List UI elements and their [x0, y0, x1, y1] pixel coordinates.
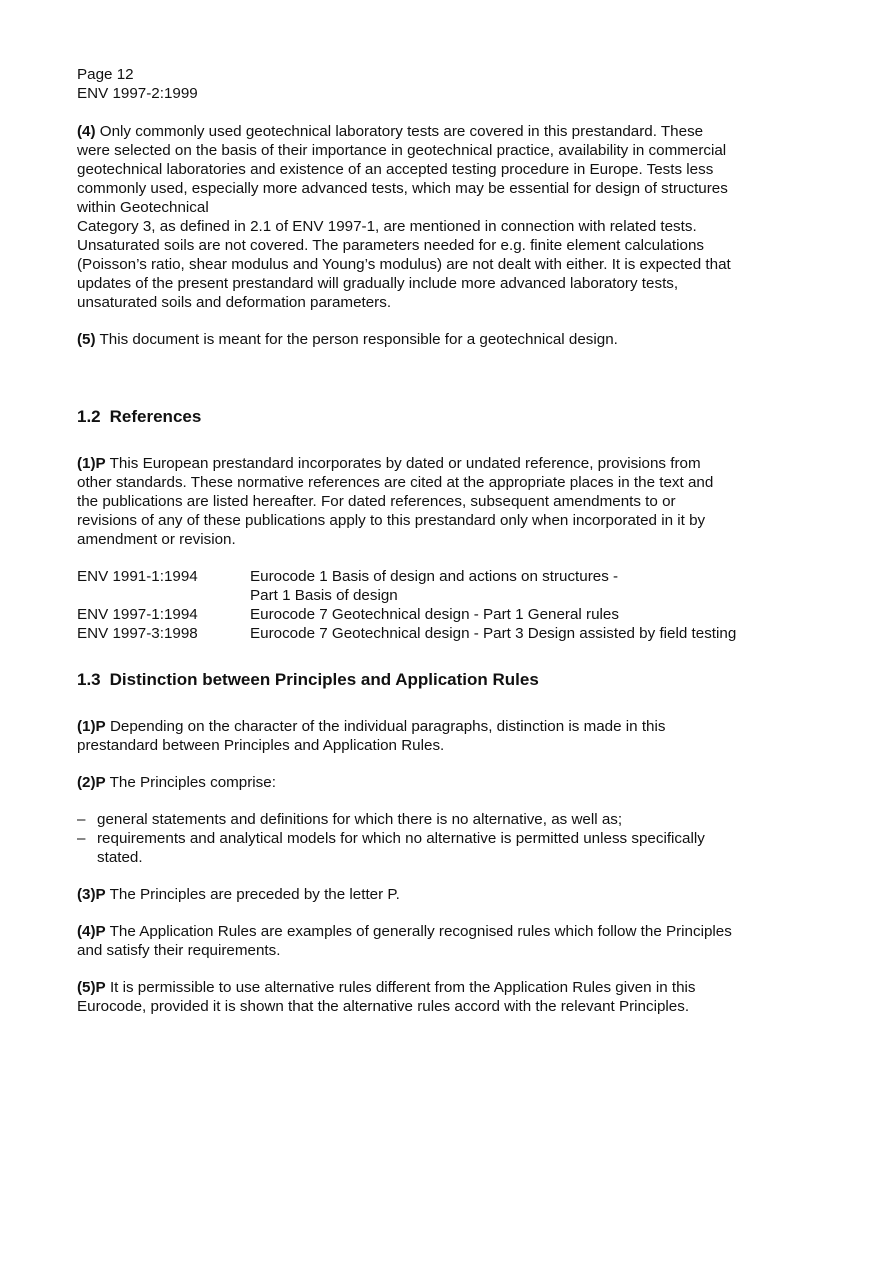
distinction-paragraph-1	[77, 717, 737, 755]
document-id: ENV 1997-2:1999	[77, 84, 198, 102]
dash-bullet: –	[77, 811, 86, 828]
reference-code: ENV 1997-3:1998	[77, 625, 198, 642]
reference-title: Eurocode 7 Geotechnical design - Part 1 General rules	[250, 606, 619, 623]
paragraph-number: (5)P	[77, 979, 106, 996]
paragraph-text: This European prestandard incorporates by dated or undated reference, provisions from other standards. These normative references are cited at the appropriate places in the text and the publications are listed hereafter. For dated references, subsequent amendments to or revisions of any of these publications apply to this prestandard only when incorporated in it by amendment or revision.	[77, 455, 714, 548]
reference-title: Eurocode 1 Basis of design and actions on structures -	[250, 568, 619, 585]
reference-entry	[77, 624, 737, 643]
paragraph-number: (2)P	[77, 774, 106, 791]
reference-entry	[77, 605, 737, 624]
paragraph-text: It is permissible to use alternative rules different from the Application Rules given in this Eurocode, provided it is shown that the alternative rules accord with the relevant Principles.	[77, 979, 696, 1015]
list-item	[77, 829, 737, 867]
dash-bullet: –	[77, 830, 86, 847]
section-number: 1.3	[77, 670, 101, 689]
distinction-paragraph-2	[77, 773, 737, 792]
paragraph-text: The Principles comprise:	[109, 774, 276, 791]
distinction-paragraph-5	[77, 978, 737, 1016]
section-heading-distinction	[77, 669, 737, 691]
section-title: References	[109, 407, 202, 426]
paragraph-text: The Principles are preceded by the letter P.	[109, 886, 400, 903]
distinction-paragraph-4	[77, 922, 737, 960]
section-heading-references	[77, 406, 737, 428]
paragraph-number: (5)	[77, 331, 96, 348]
intro-paragraph-5	[77, 330, 737, 349]
reference-title: Eurocode 7 Geotechnical design - Part 3 Design assisted by field testing	[250, 625, 737, 642]
paragraph-text: This document is meant for the person responsible for a geotechnical design.	[99, 331, 618, 348]
list-item-text: requirements and analytical models for which no alternative is permitted unless specifically stated.	[97, 830, 705, 866]
document-page	[77, 66, 737, 1016]
intro-paragraph-4-continued: Category 3, as defined in 2.1 of ENV 1997-1, are mentioned in connection with related tests. Unsaturated soils are not covered. The parameters needed for e.g. finite element calculations (Poisson’s ratio, shear modulus and Young’s modulus) are not dealt with either. It is expected that updates of the present prestandard will gradually include more advanced laboratory tests, unsaturated soils and deformation parameters.	[77, 218, 731, 311]
principles-list	[77, 810, 737, 867]
section-title: Distinction between Principles and Application Rules	[109, 670, 539, 689]
paragraph-text: Depending on the character of the individual paragraphs, distinction is made in this prestandard between Principles and Application Rules.	[77, 718, 666, 754]
paragraph-number: (1)P	[77, 718, 106, 735]
paragraph-text: The Application Rules are examples of generally recognised rules which follow the Principles and satisfy their requirements.	[77, 923, 732, 959]
distinction-paragraph-3	[77, 885, 737, 904]
section-number: 1.2	[77, 407, 101, 426]
reference-code: ENV 1997-1:1994	[77, 606, 198, 623]
list-item	[77, 810, 737, 829]
paragraph-text: Only commonly used geotechnical laboratory tests are covered in this prestandard. These were selected on the basis of their importance in geotechnical practice, availability in commercial geotechnical laboratories and existence of an accepted testing procedure in Europe. Tests less commonly used, especially more advanced tests, which may be essential for design of structures within Geotechnical	[77, 123, 728, 216]
paragraph-number: (1)P	[77, 455, 106, 472]
reference-entry	[77, 567, 737, 605]
references-paragraph-1	[77, 454, 737, 549]
references-list	[77, 567, 737, 643]
reference-title-line-2: Part 1 Basis of design	[250, 587, 398, 604]
paragraph-number: (4)P	[77, 923, 106, 940]
reference-code: ENV 1991-1:1994	[77, 568, 198, 585]
intro-paragraph-4	[77, 122, 737, 217]
list-item-text: general statements and definitions for which there is no alternative, as well as;	[97, 811, 623, 828]
paragraph-number: (4)	[77, 123, 96, 140]
paragraph-number: (3)P	[77, 886, 106, 903]
page-number: Page 12	[77, 66, 134, 83]
